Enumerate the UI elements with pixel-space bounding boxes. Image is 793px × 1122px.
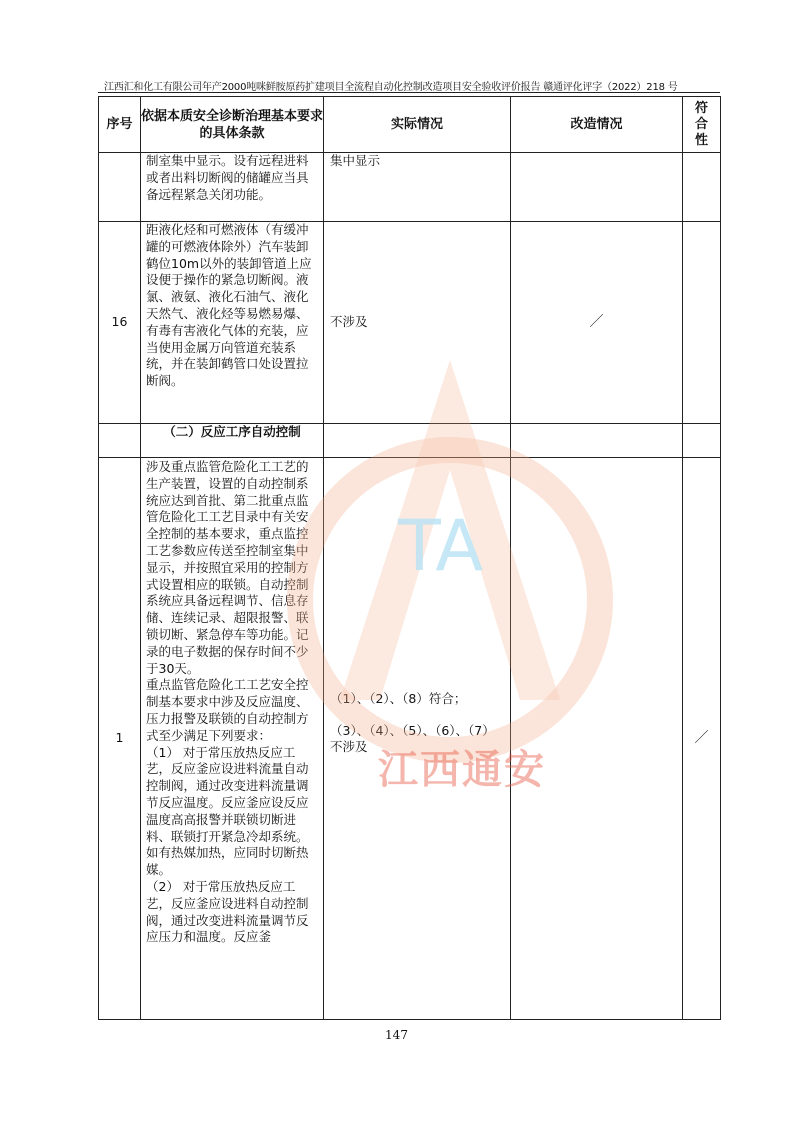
row-conformity (683, 222, 721, 424)
row-modification (511, 153, 683, 222)
column-header-requirement: 依据本质安全诊断治理基本要求的具体条款 (141, 97, 324, 153)
requirement-paragraph: 重点监管危险化工工艺安全控制基本要求中涉及反应温度、压力报警及联锁的自动控制方式至少满足下列要求： (146, 677, 309, 743)
table-row (99, 153, 721, 222)
actual-line: （1）、（2）、（8）符合； (330, 690, 467, 706)
section-empty-cell (324, 424, 511, 458)
header-rule (98, 92, 720, 93)
requirements-table (98, 96, 721, 1020)
report-header: 江西汇和化工有限公司年产2000吨咪鲜胺原药扩建项目全流程自动化控制改造项目安全验收评价报告 赣通评化评字（2022）218 号 (104, 82, 678, 93)
row-conformity (683, 153, 721, 222)
row-modification (511, 458, 683, 1020)
watermark-stamp-text: 江西通安 (378, 747, 546, 793)
row-actual: 集中显示 (324, 153, 511, 222)
section-row (99, 424, 721, 458)
row-requirement: 制室集中显示。设有远程进料或者出料切断阀的储罐应当具备远程紧急关闭功能。 (141, 153, 324, 222)
column-header-seq: 序号 (99, 97, 141, 153)
column-header-modification: 改造情况 (511, 97, 683, 153)
row-actual: 不涉及 (324, 222, 511, 424)
page-number: 147 (385, 1028, 408, 1042)
table-header-row (99, 97, 721, 153)
actual-line: （3）、（4）、（5）、（6）、（7）不涉及 (330, 722, 495, 755)
row-actual (324, 458, 511, 1020)
row-seq: 16 (99, 222, 141, 424)
requirement-paragraph: （2） 对于常压放热反应工艺，反应釜应设进料自动控制阀，通过改变进料流量调节反应压力和温度。反应釜 (146, 878, 309, 945)
requirement-paragraph: （1） 对于常压放热反应工艺，反应釜应设进料流量自动控制阀，通过改变进料流量调节反应温度。反应釜应设反应温度高高报警并联锁切断进料、联锁打开紧急冷却系统。如有热媒加热，应同时切断热媒。 (146, 744, 309, 878)
row-requirement (141, 458, 324, 1020)
column-header-actual: 实际情况 (324, 97, 511, 153)
column-header-conformity: 符合性 (683, 97, 721, 153)
section-empty-cell (511, 424, 683, 458)
row-modification: ／ (511, 222, 683, 424)
requirement-paragraph: 涉及重点监管危险化工工艺的生产装置，设置的自动控制系统应达到首批、第二批重点监管危险化工工艺目录中有关安全控制的基本要求，重点监控工艺参数应传送至控制室集中显示，并按照宜采用的控制方式设置相应的联锁。自动控制系统应具备远程调节、信息存储、连续记录、超限报警、联锁切断、紧急停车等功能。记录的电子数据的保存时间不少于30天。 (146, 459, 309, 676)
section-seq (99, 424, 141, 458)
table-row (99, 458, 721, 1020)
row-requirement: 距液化烃和可燃液体（有缓冲罐的可燃液体除外）汽车装卸鹤位10m以外的装卸管道上应设便于操作的紧急切断阀。液氯、液氨、液化石油气、液化天然气、液化烃等易燃易爆、有毒有害液化气体的充装，应当使用金属万向管道充装系统，并在装卸鹤管口处设置拉断阀。 (141, 222, 324, 424)
row-conformity: ／ (683, 458, 721, 1020)
row-seq (99, 153, 141, 222)
watermark-logo-letters: TA (398, 505, 484, 587)
row-seq: 1 (99, 458, 141, 1020)
table-row (99, 222, 721, 424)
section-title: （二）反应工序自动控制 (141, 424, 324, 458)
section-empty-cell (683, 424, 721, 458)
